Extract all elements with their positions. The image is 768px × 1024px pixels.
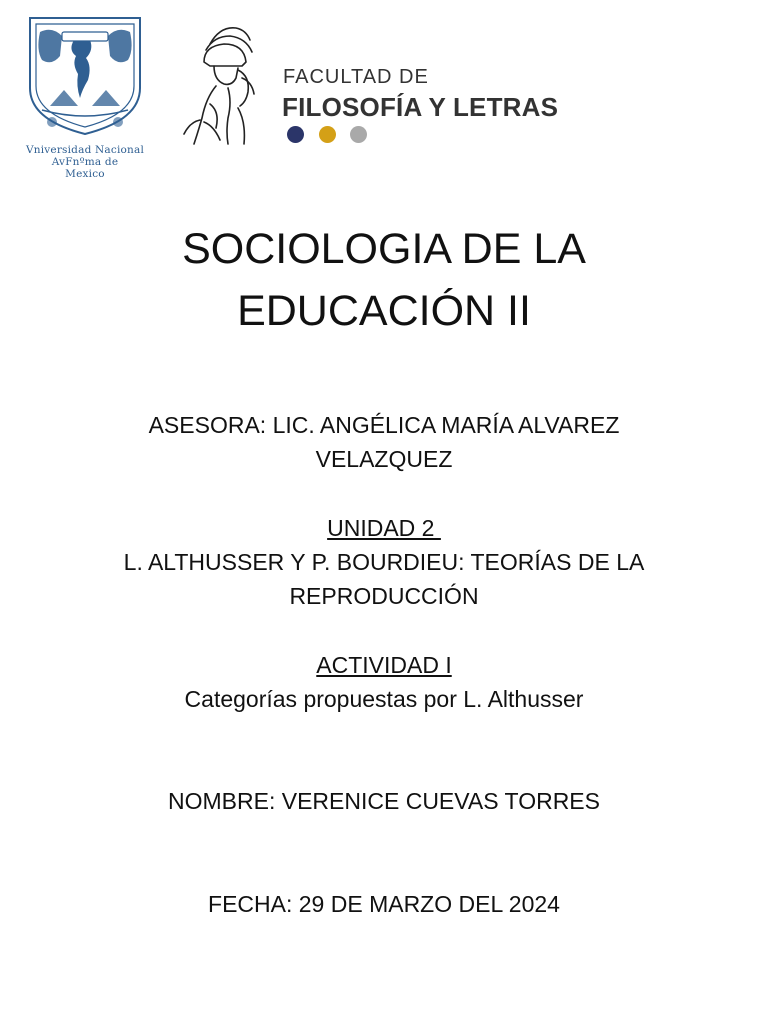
actividad-block xyxy=(60,648,708,716)
asesora-block xyxy=(60,408,708,476)
unidad-block xyxy=(60,511,708,613)
ffyl-athena-logo xyxy=(180,22,276,148)
dot-navy xyxy=(287,126,304,143)
actividad-text: Categorías propuestas por L. Althusser xyxy=(184,686,584,712)
dot-gold xyxy=(319,126,336,143)
asesora-line2: VELAZQUEZ xyxy=(315,446,453,472)
title-line1: SOCIOLOGIA DE LA xyxy=(182,225,586,273)
unam-caption-line3: Mexico xyxy=(65,168,105,180)
unam-caption-line2: AvFnºma de xyxy=(51,156,119,168)
nombre: NOMBRE: VERENICE CUEVAS TORRES xyxy=(168,788,600,814)
unam-caption xyxy=(22,144,148,180)
page-title xyxy=(0,218,768,342)
title-line2: EDUCACIÓN II xyxy=(237,287,531,335)
unidad-line2: REPRODUCCIÓN xyxy=(289,583,479,609)
actividad-heading: ACTIVIDAD I xyxy=(316,652,452,678)
unidad-line1: L. ALTHUSSER Y P. BOURDIEU: TEORÍAS DE LA xyxy=(123,549,645,575)
ffyl-line2: FILOSOFÍA Y LETRAS xyxy=(282,92,559,122)
ffyl-line1: FACULTAD DE xyxy=(283,66,429,88)
fecha: FECHA: 29 DE MARZO DEL 2024 xyxy=(208,891,560,917)
unam-logo xyxy=(22,10,148,190)
unam-caption-line1: Vniversidad Nacional xyxy=(25,144,145,156)
unidad-heading: UNIDAD 2 xyxy=(327,515,441,541)
athena-icon xyxy=(180,22,276,148)
dot-gray xyxy=(350,126,367,143)
unam-seal-icon xyxy=(22,10,148,140)
asesora-line1: ASESORA: LIC. ANGÉLICA MARÍA ALVAREZ xyxy=(148,412,620,438)
